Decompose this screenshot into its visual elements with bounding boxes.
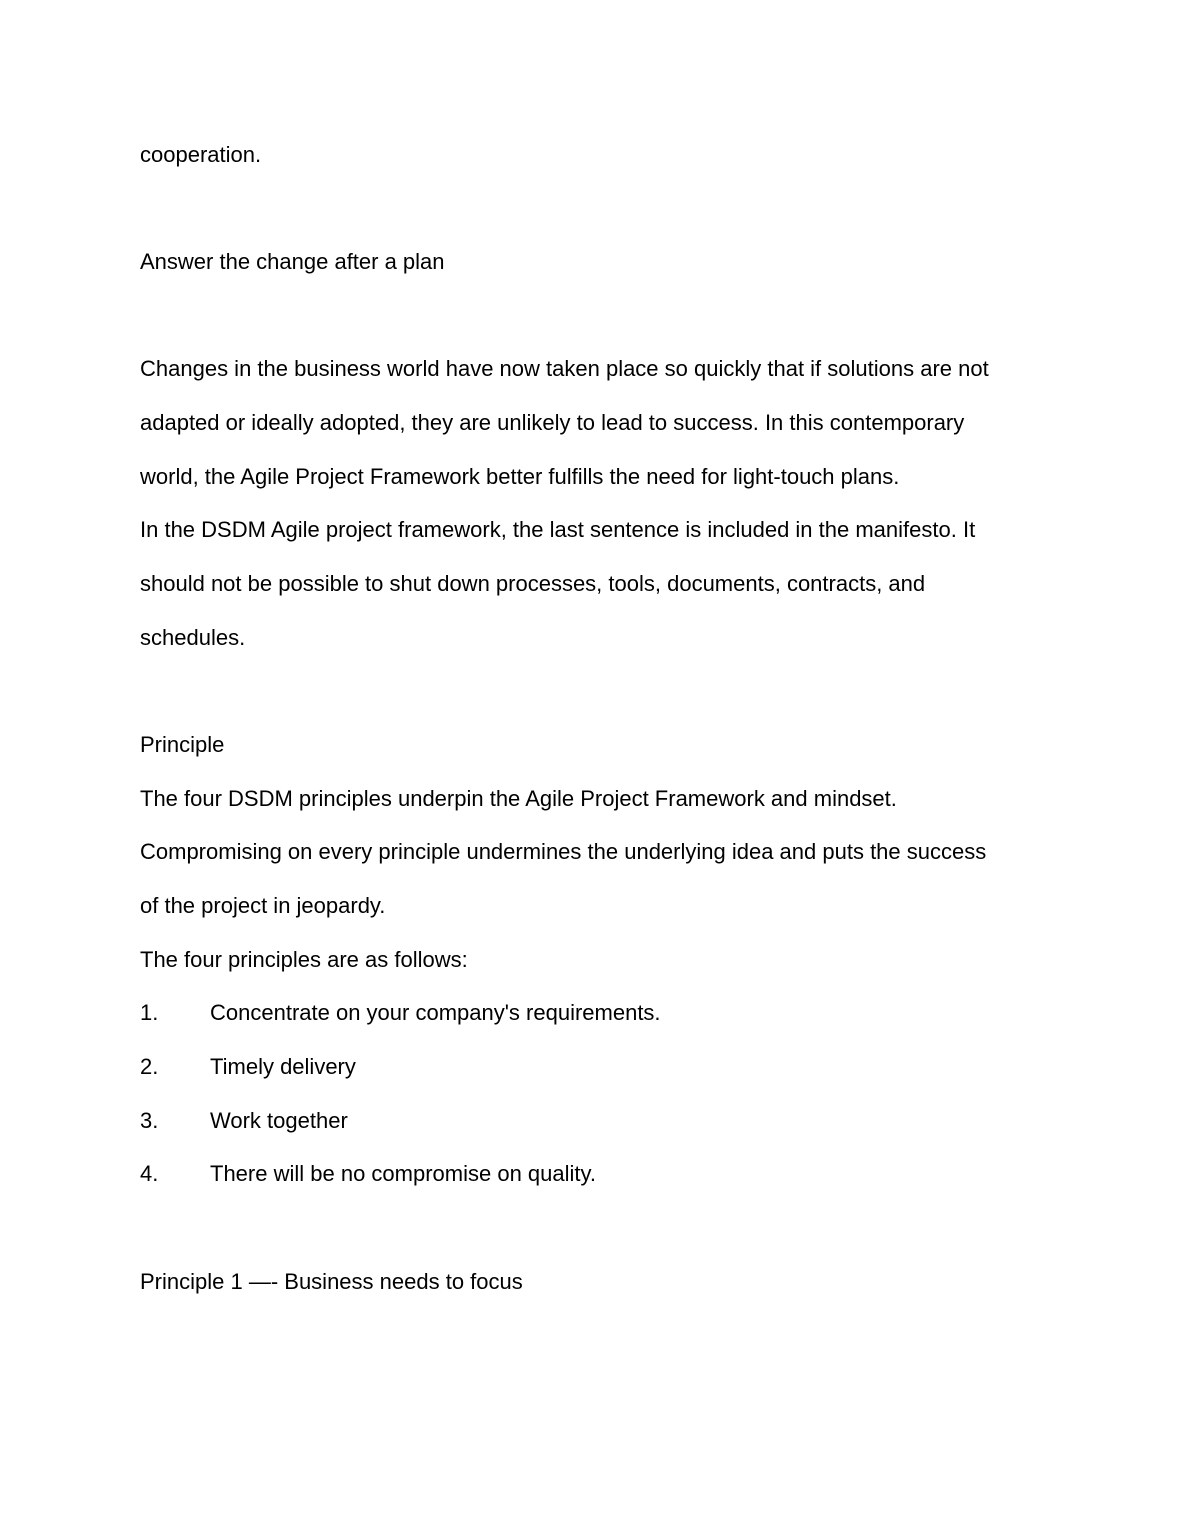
paragraph-line: schedules.	[140, 625, 246, 650]
list-number: 1.	[140, 1000, 159, 1025]
paragraph-line: of the project in jeopardy.	[140, 893, 386, 918]
list-item	[140, 1108, 348, 1134]
list-number: 2.	[140, 1054, 159, 1079]
list-text: Timely delivery	[210, 1054, 356, 1079]
paragraph-line: world, the Agile Project Framework better fulfills the need for light-touch plans.	[140, 464, 900, 489]
section-heading-change: Answer the change after a plan	[140, 249, 445, 274]
paragraph-line: should not be possible to shut down processes, tools, documents, contracts, and	[140, 571, 926, 596]
list-item	[140, 1000, 661, 1026]
list-number: 3.	[140, 1108, 159, 1133]
list-text: Work together	[210, 1108, 348, 1133]
list-text: There will be no compromise on quality.	[210, 1161, 596, 1186]
list-text: Concentrate on your company's requirements.	[210, 1000, 661, 1025]
continuation-text: cooperation.	[140, 142, 262, 167]
paragraph-line: Compromising on every principle undermines the underlying idea and puts the success	[140, 839, 987, 864]
paragraph-line: The four DSDM principles underpin the Agile Project Framework and mindset.	[140, 786, 897, 811]
list-number: 4.	[140, 1161, 159, 1186]
list-item	[140, 1161, 596, 1187]
list-item	[140, 1054, 356, 1080]
section-heading-principle: Principle	[140, 732, 225, 757]
paragraph-line: In the DSDM Agile project framework, the last sentence is included in the manifesto. It	[140, 517, 976, 542]
list-intro: The four principles are as follows:	[140, 947, 468, 972]
paragraph-line: Changes in the business world have now taken place so quickly that if solutions are not	[140, 356, 989, 381]
section-heading-principle-1: Principle 1 —- Business needs to focus	[140, 1269, 523, 1294]
paragraph-line: adapted or ideally adopted, they are unlikely to lead to success. In this contemporary	[140, 410, 965, 435]
